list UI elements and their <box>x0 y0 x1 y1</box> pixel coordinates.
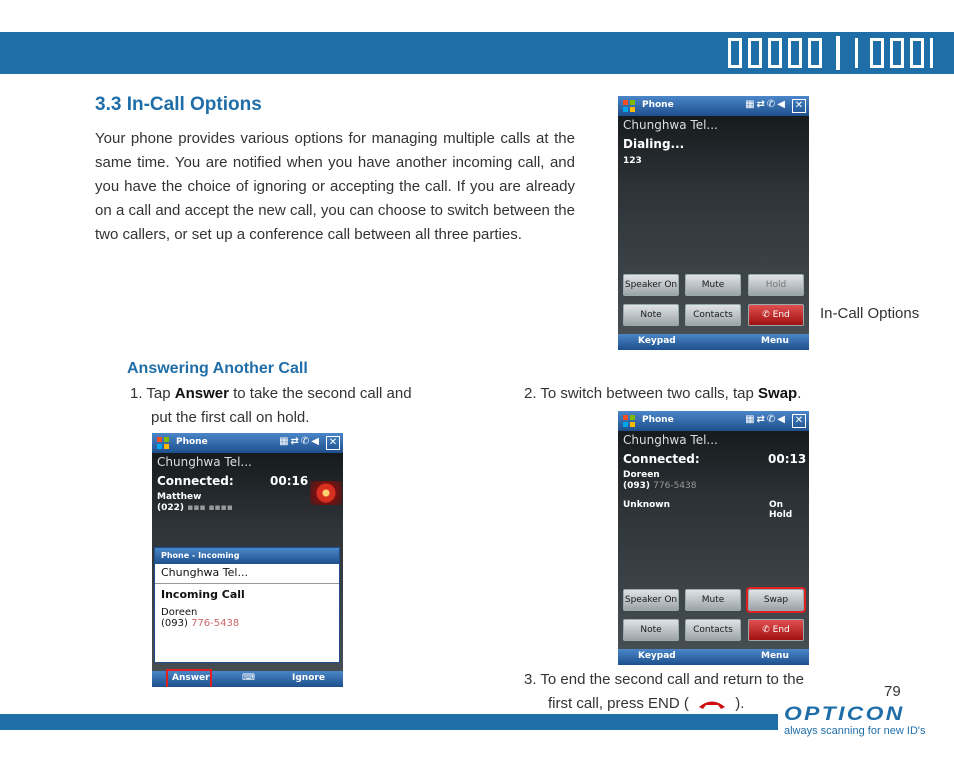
held-caller-name: Unknown <box>623 500 671 510</box>
end-label: End <box>772 625 790 635</box>
incoming-call-popup <box>154 547 340 663</box>
softkey-ignore[interactable]: Ignore <box>292 673 325 683</box>
subsection-title: Answering Another Call <box>127 360 308 377</box>
step-2-prefix: 2. To switch between two calls, tap <box>524 385 759 402</box>
close-icon[interactable]: ✕ <box>792 414 806 428</box>
status-icons: ▦⇄✆◀ <box>745 414 787 425</box>
carrier-name: Chunghwa Tel... <box>623 433 718 447</box>
note-button[interactable]: Note <box>623 304 679 326</box>
carrier-name: Chunghwa Tel... <box>623 118 718 132</box>
keyboard-icon[interactable]: ⌨ <box>242 673 255 683</box>
popup-title: Phone - Incoming <box>155 548 339 564</box>
step-1-suffix: to take the second call and <box>228 385 412 402</box>
popup-carrier: Chunghwa Tel... <box>155 564 339 584</box>
popup-incoming-label: Incoming Call <box>161 588 245 601</box>
windows-start-icon <box>156 436 170 450</box>
held-caller-status: On Hold <box>769 500 793 520</box>
mute-button[interactable]: Mute <box>685 589 741 611</box>
contact-photo <box>310 481 342 505</box>
phone-title: Phone <box>642 100 674 110</box>
phone-titlebar <box>618 96 809 116</box>
contact-number-prefix: (093) <box>623 481 651 491</box>
softkey-menu[interactable]: Menu <box>761 651 789 661</box>
contacts-button[interactable]: Contacts <box>685 304 741 326</box>
end-button[interactable] <box>748 304 804 326</box>
step-1-prefix: 1. Tap <box>130 385 175 402</box>
contact-name: Doreen <box>623 470 660 480</box>
status-icons: ▦⇄✆◀ <box>745 99 787 110</box>
softkey-bar <box>618 649 809 665</box>
end-key-icon <box>697 698 727 710</box>
step-3 <box>524 668 804 716</box>
softkey-bar <box>618 334 809 350</box>
status-icons: ▦⇄✆◀ <box>279 436 321 447</box>
step-2 <box>524 382 801 406</box>
phone-title: Phone <box>642 415 674 425</box>
step-2-keyword: Swap <box>758 385 798 402</box>
softkey-bar <box>152 671 343 687</box>
contact-number-prefix: (022) <box>157 503 185 513</box>
opticon-logo: OPTICON <box>784 704 905 725</box>
footer-bar <box>0 714 778 730</box>
step-3-line2-prefix: first call, press END ( <box>548 695 689 712</box>
windows-start-icon <box>622 99 636 113</box>
softkey-keypad[interactable]: Keypad <box>638 651 676 661</box>
windows-start-icon <box>622 414 636 428</box>
phone-titlebar <box>152 433 343 453</box>
note-button[interactable]: Note <box>623 619 679 641</box>
phone-titlebar <box>618 411 809 431</box>
softkey-keypad[interactable]: Keypad <box>638 336 676 346</box>
step-1 <box>130 382 412 430</box>
contact-number-redacted: ▪▪▪ ▪▪▪▪ <box>187 503 233 513</box>
contacts-button[interactable]: Contacts <box>685 619 741 641</box>
softkey-answer[interactable]: Answer <box>168 671 210 687</box>
call-timer: 00:16 <box>270 474 309 488</box>
contact-number <box>157 503 233 513</box>
end-button[interactable] <box>748 619 804 641</box>
contact-number <box>623 481 697 491</box>
step-1-keyword: Answer <box>174 385 229 402</box>
dialed-number: 123 <box>623 156 642 166</box>
caller-number-prefix: (093) <box>161 618 188 629</box>
step-3-line1: 3. To end the second call and return to the <box>524 671 804 688</box>
phone-screenshot-in-call-options <box>618 96 809 350</box>
close-icon[interactable]: ✕ <box>326 436 340 450</box>
close-icon[interactable]: ✕ <box>792 99 806 113</box>
carrier-name: Chunghwa Tel... <box>157 455 252 469</box>
caller-number-rest: 776-5438 <box>191 618 240 629</box>
phone-title: Phone <box>176 437 208 447</box>
page-number: 79 <box>884 683 901 700</box>
contact-number-rest: 776-5438 <box>653 481 697 491</box>
phone-screenshot-swap <box>618 411 809 665</box>
phone-end-icon: ✆ <box>762 625 773 635</box>
call-state: Connected: <box>623 452 700 466</box>
caller-name: Doreen <box>161 607 198 618</box>
step-2-suffix: . <box>797 385 802 402</box>
step-3-line2-suffix: ). <box>735 695 745 712</box>
swap-button[interactable]: Swap <box>748 589 804 611</box>
figure-caption: In-Call Options <box>820 305 920 322</box>
speaker-on-button[interactable]: Speaker On <box>623 589 679 611</box>
call-state: Dialing... <box>623 137 685 151</box>
brand-tagline: always scanning for new ID's <box>784 725 926 737</box>
caller-number <box>155 618 339 629</box>
step-1-line2: put the first call on hold. <box>151 409 310 426</box>
phone-end-icon: ✆ <box>762 310 773 320</box>
speaker-on-button[interactable]: Speaker On <box>623 274 679 296</box>
hold-button[interactable]: Hold <box>748 274 804 296</box>
call-timer: 00:13 <box>768 452 807 466</box>
softkey-menu[interactable]: Menu <box>761 336 789 346</box>
section-title: 3.3 In-Call Options <box>95 94 262 115</box>
mute-button[interactable]: Mute <box>685 274 741 296</box>
contact-name: Matthew <box>157 492 202 502</box>
intro-paragraph: Your phone provides various options for managing multiple calls at the same time. You are notified when you have another incoming call, and you have the choice of ignoring or accepting the call. If you are already on a call and accept the new call, you can choose to switch between the two callers, or set up a conference call between all three parties. <box>95 130 575 243</box>
call-state: Connected: <box>157 474 234 488</box>
phone-screenshot-incoming-call <box>152 433 343 687</box>
end-label: End <box>772 310 790 320</box>
